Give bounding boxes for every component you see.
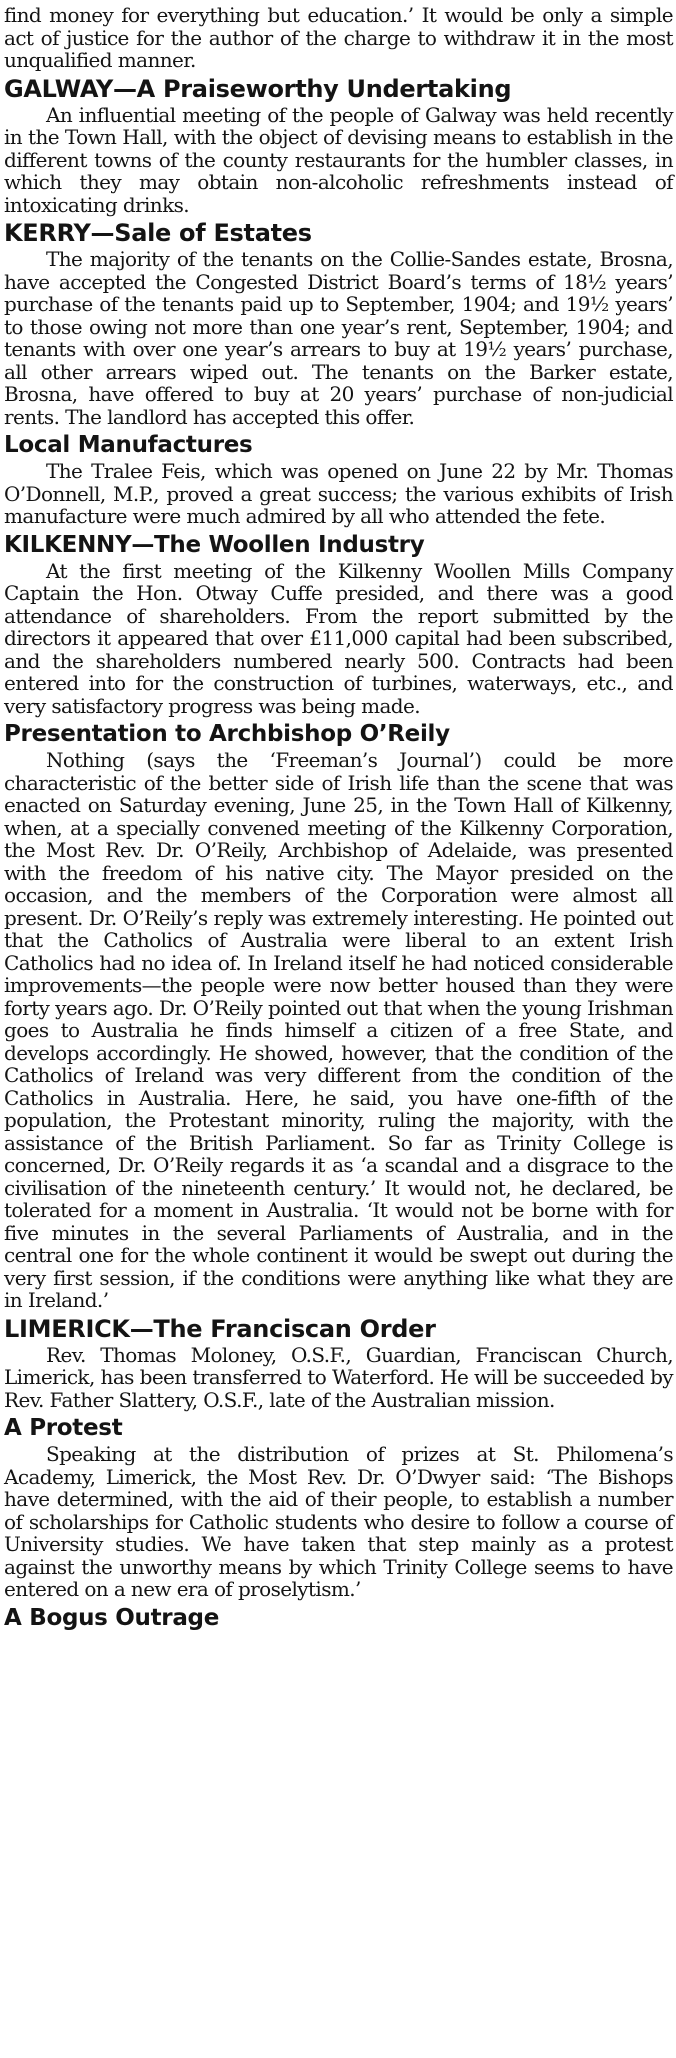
article-a-protest	[4, 1414, 673, 1601]
article-galway	[4, 75, 673, 217]
article-body: At the first meeting of the Kilkenny Woollen Mills Company Captain the Hon. Otway Cuffe presided, and there was a good attendance of shareholders. From the report submitted by the directors it appeared that over £11,000 capital had been subscribed, and the shareholders numbered nearly 500. Contracts had been entered into for the construction of turbines, waterways, etc., and very satisfactory progress was being made.	[4, 558, 673, 718]
article-body: The majority of the tenants on the Collie-Sandes estate, Brosna, have accepted the Congested District Board’s terms of 18½ years’ purchase of the tenants paid up to September, 1904; and 19½ years’ to those owing not more than one year’s rent, September, 1904; and tenants with over one year’s arrears to buy at 19½ years’ purchase, all other arrears wiped out. The tenants on the Barker estate, Brosna, have offered to buy at 20 years’ purchase of non-judicial rents. The landlord has accepted this offer.	[4, 247, 673, 429]
article-kilkenny	[4, 531, 673, 718]
article-heading: KILKENNY—The Woollen Industry	[4, 531, 425, 558]
article-body: Nothing (says the ‘Freeman’s Journal’) could be more characteristic of the better side of Irish life than the scene that was enacted on Saturday evening, June 25, in the Town Hall of Kilkenny, when, at a specially convened meeting of the Kilkenny Corporation, the Most Rev. Dr. O’Reily, Archbishop of Adelaide, was presented with the freedom of his native city. The Mayor presided on the occasion, and the members of the Corporation were almost all present. Dr. O’Reily’s reply was extremely interesting. He pointed out that the Catholics of Australia were liberal to an extent Irish Catholics had no idea of. In Ireland itself he had noticed considerable improvements—the people were now better housed than they were forty years ago. Dr. O’Reily pointed out that when the young Irishman goes to Australia he finds himself a citizen of a free State, and develops accordingly. He showed, however, that the condition of the Catholics of Ireland was very different from the condition of the Catholics in Australia. Here, he said, you have one-fifth of the population, the Protestant minority, ruling the majority, with the assistance of the British Parliament. So far as Trinity College is concerned, Dr. O’Reily regards it as ‘a scandal and a disgrace to the civilisation of the nineteenth century.’ It would not, he declared, be tolerated for a moment in Australia. ‘It would not be borne with for five minutes in the several Parliaments of Australia, and in the central one for the whole continent it would be swept out during the very first session, if the conditions were anything like what they are in Ireland.’	[4, 748, 673, 1312]
article-body: The Tralee Feis, which was opened on June 22 by Mr. Thomas O’Donnell, M.P., proved a great success; the various exhibits of Irish manufacture were much admired by all who attended the fete.	[4, 459, 673, 528]
article-heading: Presentation to Archbishop O’Reily	[4, 721, 450, 747]
article-heading: KERRY—Sale of Estates	[4, 219, 312, 247]
continued-paragraph: find money for everything but education.’ It would be only a simple act of justice for the author of the charge to withdraw it in the most unqualified manner.	[4, 3, 673, 72]
article-heading: GALWAY—A Praiseworthy Undertaking	[4, 74, 512, 103]
article-kerry	[4, 219, 673, 428]
article-body: An influential meeting of the people of Galway was held recently in the Town Hall, with the object of devising means to establish in the different towns of the county restaurants for the humbler classes, in which they may obtain non-alcoholic refreshments instead of intoxicating drinks.	[4, 102, 673, 217]
article-limerick	[4, 1315, 673, 1412]
article-body: Rev. Thomas Moloney, O.S.F., Guardian, Franciscan Church, Limerick, has been transferred to Waterford. He will be succeeded by Rev. Father Slattery, O.S.F., late of the Australian mission.	[4, 1342, 673, 1412]
article-heading: A Protest	[4, 1415, 123, 1441]
article-heading: LIMERICK—The Franciscan Order	[4, 1314, 436, 1343]
article-heading: A Bogus Outrage	[4, 1604, 220, 1631]
article-bogus-outrage	[4, 1604, 673, 1632]
article-presentation	[4, 720, 673, 1312]
article-body: Speaking at the distribution of prizes at St. Philomena’s Academy, Limerick, the Most Rev. Dr. O’Dwyer said: ‘The Bishops have determined, with the aid of their people, to establish a number of scholarships for Catholic students who desire to follow a course of University studies. We have taken that step mainly as a protest against the unworthy means by which Trinity College seems to have entered on a new era of proselytism.’	[4, 1442, 673, 1601]
article-local-manufactures	[4, 431, 673, 528]
article-heading: Local Manufactures	[4, 432, 253, 458]
